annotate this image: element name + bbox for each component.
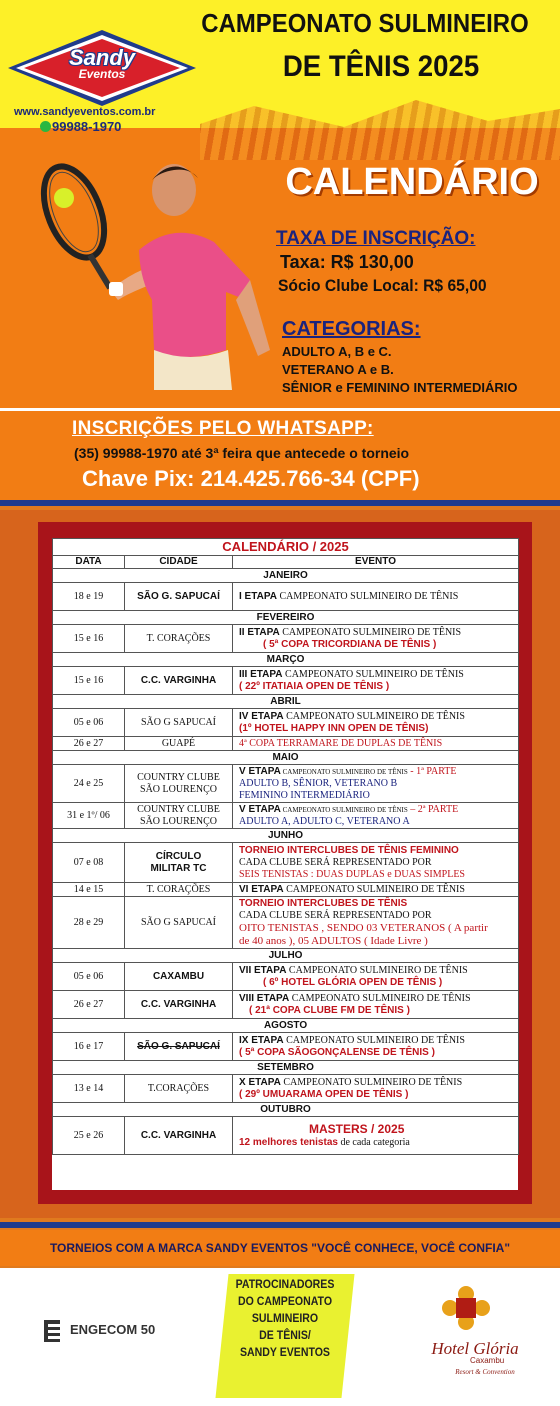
category-item: SÊNIOR e FEMININO INTERMEDIÁRIO [282, 380, 518, 395]
tennis-player-image [14, 150, 284, 400]
cell-event: IV ETAPA CAMPEONATO SULMINEIRO DE TÊNIS (1º HOTEL HAPPY INN OPEN DE TÊNIS) [233, 709, 519, 737]
header-event: EVENTO [233, 556, 519, 569]
pix-value[interactable]: 214.425.766-34 (CPF) [200, 466, 420, 491]
phone-number[interactable]: 99988-1970 [52, 119, 122, 134]
cell-event: VIII ETAPA CAMPEONATO SULMINEIRO DE TÊNIS ( 21ª COPA CLUBE FM DE TÊNIS ) [233, 991, 519, 1019]
hotel-name: Hotel Glória [431, 1339, 519, 1358]
month-row: ABRIL [53, 695, 519, 709]
website-link[interactable]: www.sandyeventos.com.br [14, 106, 156, 118]
month-row: MARÇO [53, 653, 519, 667]
calendar-heading: CALENDÁRIO [285, 161, 539, 203]
table-row [53, 583, 519, 611]
cell-event: III ETAPA CAMPEONATO SULMINEIRO DE TÊNIS ( 22º ITATIAIA OPEN DE TÊNIS ) [233, 667, 519, 695]
pix-label: Chave Pix: [82, 466, 195, 491]
cell-city: GUAPÉ [125, 737, 233, 751]
cell-event: V ETAPA CAMPEONATO SULMINEIRO DE TÊNIS – 2ª PARTE ADULTO A, ADULTO C, VETERANO A [233, 803, 519, 829]
cell-event: TORNEIO INTERCLUBES DE TÊNIS CADA CLUBE SERÁ REPRESENTADO POR OITO TENISTAS , SENDO 03 VETERANOS ( A partir de 40 anos ), 05 ADULTOS ( Idade Livre ) [233, 897, 519, 949]
table-row [53, 765, 519, 803]
cell-city: SÃO G SAPUCAÍ [125, 709, 233, 737]
table-row [53, 991, 519, 1019]
cell-date: 18 e 19 [53, 583, 125, 611]
table-row [53, 709, 519, 737]
fee-value: Taxa: R$ 130,00 [280, 252, 414, 272]
table-row [53, 737, 519, 751]
table-row [53, 883, 519, 897]
page-title-line2: DE TÊNIS 2025 [282, 50, 480, 83]
month-row: SETEMBRO [53, 1061, 519, 1075]
cell-date: 05 e 06 [53, 963, 125, 991]
cell-event: VII ETAPA CAMPEONATO SULMINEIRO DE TÊNIS ( 6º HOTEL GLÓRIA OPEN DE TÊNIS ) [233, 963, 519, 991]
cell-event: V ETAPA CAMPEONATO SULMINEIRO DE TÊNIS - 1ª PARTE ADULTO B, SÊNIOR, VETERANO B FEMININO INTERMEDIÁRIO [233, 765, 519, 803]
cell-city: C.C. VARGINHA [125, 991, 233, 1019]
table-row [53, 843, 519, 883]
cell-city: C.C. VARGINHA [125, 1117, 233, 1155]
logo-subtitle: Eventos [78, 67, 126, 81]
cell-city: C.C. VARGINHA [125, 667, 233, 695]
divider [0, 500, 560, 506]
cell-city: CÍRCULO MILITAR TC [125, 843, 233, 883]
cell-date: 31 e 1º/ 06 [53, 803, 125, 829]
table-row [53, 667, 519, 695]
cell-date: 07 e 08 [53, 843, 125, 883]
table-row [53, 897, 519, 949]
category-item: VETERANO A e B. [282, 362, 394, 377]
calendar-table [52, 538, 519, 1155]
table-row [53, 803, 519, 829]
cell-event: TORNEIO INTERCLUBES DE TÊNIS FEMININO CADA CLUBE SERÁ REPRESENTADO POR SEIS TENISTAS : DUAS DUPLAS e DUAS SIMPLES [233, 843, 519, 883]
engecom-name: ENGECOM 50 [70, 1322, 156, 1337]
page-title: CAMPEONATO SULMINEIRO [201, 8, 529, 38]
cell-date: 13 e 14 [53, 1075, 125, 1103]
cell-date: 15 e 16 [53, 667, 125, 695]
cell-date: 24 e 25 [53, 765, 125, 803]
registration-text: (35) 99988-1970 até 3ª feira que antecede o torneio [74, 445, 410, 461]
whatsapp-icon [40, 121, 51, 132]
cell-city: SÃO G SAPUCAÍ [125, 897, 233, 949]
month-row: OUTUBRO [53, 1103, 519, 1117]
calendar-table-wrap [52, 538, 518, 1190]
cell-date: 15 e 16 [53, 625, 125, 653]
cell-city: SÃO G. SAPUCAÍ [125, 583, 233, 611]
cell-city: T. CORAÇÕES [125, 625, 233, 653]
table-row [53, 1075, 519, 1103]
hotel-gloria-logo-icon [436, 1284, 496, 1340]
fee-heading: TAXA DE INSCRIÇÃO: [276, 228, 476, 249]
cell-city: T.CORAÇÕES [125, 1075, 233, 1103]
month-row: JULHO [53, 949, 519, 963]
table-row [53, 625, 519, 653]
header-date: DATA [53, 556, 125, 569]
month-row: FEVEREIRO [53, 611, 519, 625]
cell-date: 26 e 27 [53, 991, 125, 1019]
hotel-tagline: Resort & Convention [455, 1368, 515, 1376]
cell-event: MASTERS / 2025 12 melhores tenistas de cada categoria [233, 1117, 519, 1155]
cell-date: 14 e 15 [53, 883, 125, 897]
sponsors-text: PATROCINADORES DO CAMPEONATO SULMINEIRO DE TÊNIS/ SANDY EVENTOS [235, 1277, 335, 1359]
slogan: TORNEIOS COM A MARCA SANDY EVENTOS "VOCÊ CONHECE, VOCÊ CONFIA" [49, 1241, 511, 1255]
cell-event: IX ETAPA CAMPEONATO SULMINEIRO DE TÊNIS ( 5ª COPA SÃOGONÇALENSE DE TÊNIS ) [233, 1033, 519, 1061]
cell-event: VI ETAPA CAMPEONATO SULMINEIRO DE TÊNIS [233, 883, 519, 897]
cell-city: SÃO G. SAPUCAÍ [125, 1033, 233, 1061]
cell-date: 05 e 06 [53, 709, 125, 737]
cell-date: 25 e 26 [53, 1117, 125, 1155]
cell-event: 4ª COPA TERRAMARE DE DUPLAS DE TÊNIS [233, 737, 519, 751]
table-row [53, 1033, 519, 1061]
cell-city: CAXAMBU [125, 963, 233, 991]
table-row [53, 963, 519, 991]
table-row [53, 1117, 519, 1155]
registration-heading: INSCRIÇÕES PELO WHATSAPP: [72, 418, 374, 439]
cell-event: II ETAPA CAMPEONATO SULMINEIRO DE TÊNIS ( 5ª COPA TRICORDIANA DE TÊNIS ) [233, 625, 519, 653]
cell-city: COUNTRY CLUBE SÃO LOURENÇO [125, 765, 233, 803]
cell-city: COUNTRY CLUBE SÃO LOURENÇO [125, 803, 233, 829]
cell-date: 16 e 17 [53, 1033, 125, 1061]
categories-heading: CATEGORIAS: [282, 318, 421, 340]
pix-key [82, 466, 420, 492]
cell-date: 26 e 27 [53, 737, 125, 751]
month-row: JANEIRO [53, 569, 519, 583]
category-item: ADULTO A, B e C. [282, 344, 392, 359]
month-row: MAIO [53, 751, 519, 765]
cell-date: 28 e 29 [53, 897, 125, 949]
cell-event: X ETAPA CAMPEONATO SULMINEIRO DE TÊNIS ( 29º UMUARAMA OPEN DE TÊNIS ) [233, 1075, 519, 1103]
cell-city: T. CORAÇÕES [125, 883, 233, 897]
cell-event: I ETAPA CAMPEONATO SULMINEIRO DE TÊNIS [233, 583, 519, 611]
local-fee-value: Sócio Clube Local: R$ 65,00 [278, 276, 487, 295]
month-row: AGOSTO [53, 1019, 519, 1033]
header-city: CIDADE [125, 556, 233, 569]
divider [0, 1222, 560, 1228]
month-row: JUNHO [53, 829, 519, 843]
hotel-city: Caxambu [470, 1356, 505, 1365]
table-caption: CALENDÁRIO / 2025 [53, 539, 519, 556]
logo-name: Sandy [68, 45, 136, 70]
